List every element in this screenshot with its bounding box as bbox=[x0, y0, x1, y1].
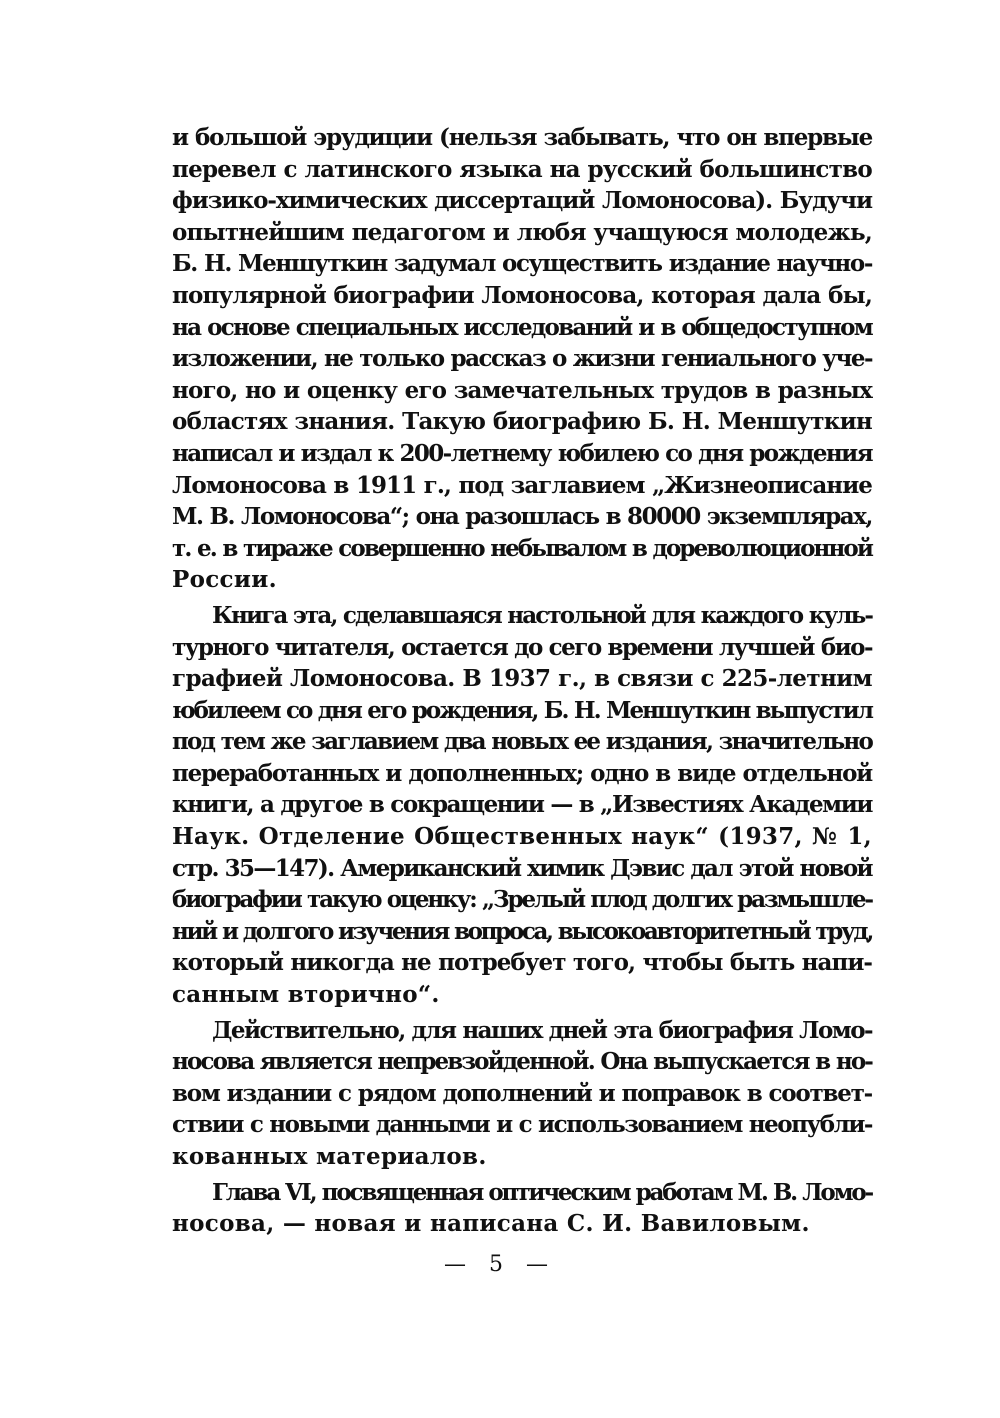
text-line: изложении, не только рассказ о жизни гениального уче- bbox=[172, 345, 872, 373]
text-line: санным вторично“. bbox=[172, 981, 440, 1009]
text-line: графией Ломоносова. В 1937 г., в связи с 225-летним bbox=[172, 665, 872, 693]
text-line: на основе специальных исследований и в общедоступном bbox=[172, 313, 872, 341]
text-line: т. е. в тираже совершенно небывалом в дореволюционной bbox=[172, 534, 872, 562]
text-line: биографии такую оценку: „Зрелый плод долгих размышле- bbox=[172, 886, 872, 914]
text-line: под тем же заглавием два новых ее издания, значительно bbox=[172, 728, 872, 756]
text-line: перевел с латинского языка на русский большинство bbox=[172, 155, 872, 183]
text-line: физико-химических диссертаций Ломоносова). Будучи bbox=[172, 187, 872, 215]
text-line: турного читателя, остается до сего времени лучшей био- bbox=[172, 633, 872, 661]
text-line: стр. 35—147). Американский химик Дэвис дал этой новой bbox=[172, 854, 872, 882]
text-line: областях знания. Такую биографию Б. Н. Меншуткин bbox=[172, 408, 872, 436]
text-line: кованных материалов. bbox=[172, 1143, 487, 1170]
text-line: переработанных и дополненных; одно в виде отдельной bbox=[172, 759, 872, 787]
text-line: вом издании с рядом дополнений и поправок в соответ- bbox=[172, 1079, 872, 1107]
paragraph bbox=[172, 122, 872, 596]
text-line: популярной биографии Ломоносова, которая дала бы, bbox=[172, 281, 872, 309]
text-line: Книга эта, сделавшаяся настольной для каждого куль- bbox=[212, 601, 872, 629]
paragraph bbox=[172, 1177, 872, 1240]
text-line: носова, — новая и написана С. И. Вавиловым. bbox=[172, 1210, 810, 1238]
text-line: который никогда не потребует того, чтобы быть напи- bbox=[172, 949, 872, 977]
text-line: Действительно, для наших дней эта биография Ломо- bbox=[212, 1016, 872, 1044]
text-line: Глава VI, посвященная оптическим работам М. В. Ломо- bbox=[212, 1178, 872, 1206]
text-line: М. В. Ломоносова“; она разошлась в 80000 экземплярах, bbox=[172, 503, 872, 531]
text-line: ного, но и оценку его замечательных трудов в разных bbox=[172, 376, 872, 404]
text-line: и большой эрудиции (нельзя забывать, что он впервые bbox=[172, 124, 872, 151]
text-line: России. bbox=[172, 566, 277, 594]
text-line: Наук. Отделение Общественных наук“ (1937, № 1, bbox=[172, 823, 872, 851]
paragraph bbox=[172, 600, 872, 1011]
text-line: юбилеем со дня его рождения, Б. Н. Меншуткин выпустил bbox=[172, 696, 872, 724]
page-number: — 5 — bbox=[444, 1252, 556, 1277]
text-line: носова является непревзойденной. Она выпускается в но- bbox=[172, 1048, 872, 1076]
text-line: опытнейшим педагогом и любя учащуюся молодежь, bbox=[172, 218, 872, 246]
text-line: ний и долгого изучения вопроса, высокоавторитетный труд, bbox=[172, 917, 872, 945]
text-line: написал и издал к 200-летнему юбилею со дня рождения bbox=[172, 439, 872, 467]
text-line: Б. Н. Меншуткин задумал осуществить издание научно- bbox=[172, 250, 872, 278]
text-line: книги, а другое в сокращении — в „Известиях Академии bbox=[172, 791, 872, 819]
text-line: Ломоносова в 1911 г., под заглавием „Жизнеописание bbox=[172, 471, 872, 499]
text-line: ствии с новыми данными и с использованием неопубли- bbox=[172, 1111, 872, 1139]
paragraph bbox=[172, 1015, 872, 1173]
body-text bbox=[172, 122, 872, 1240]
